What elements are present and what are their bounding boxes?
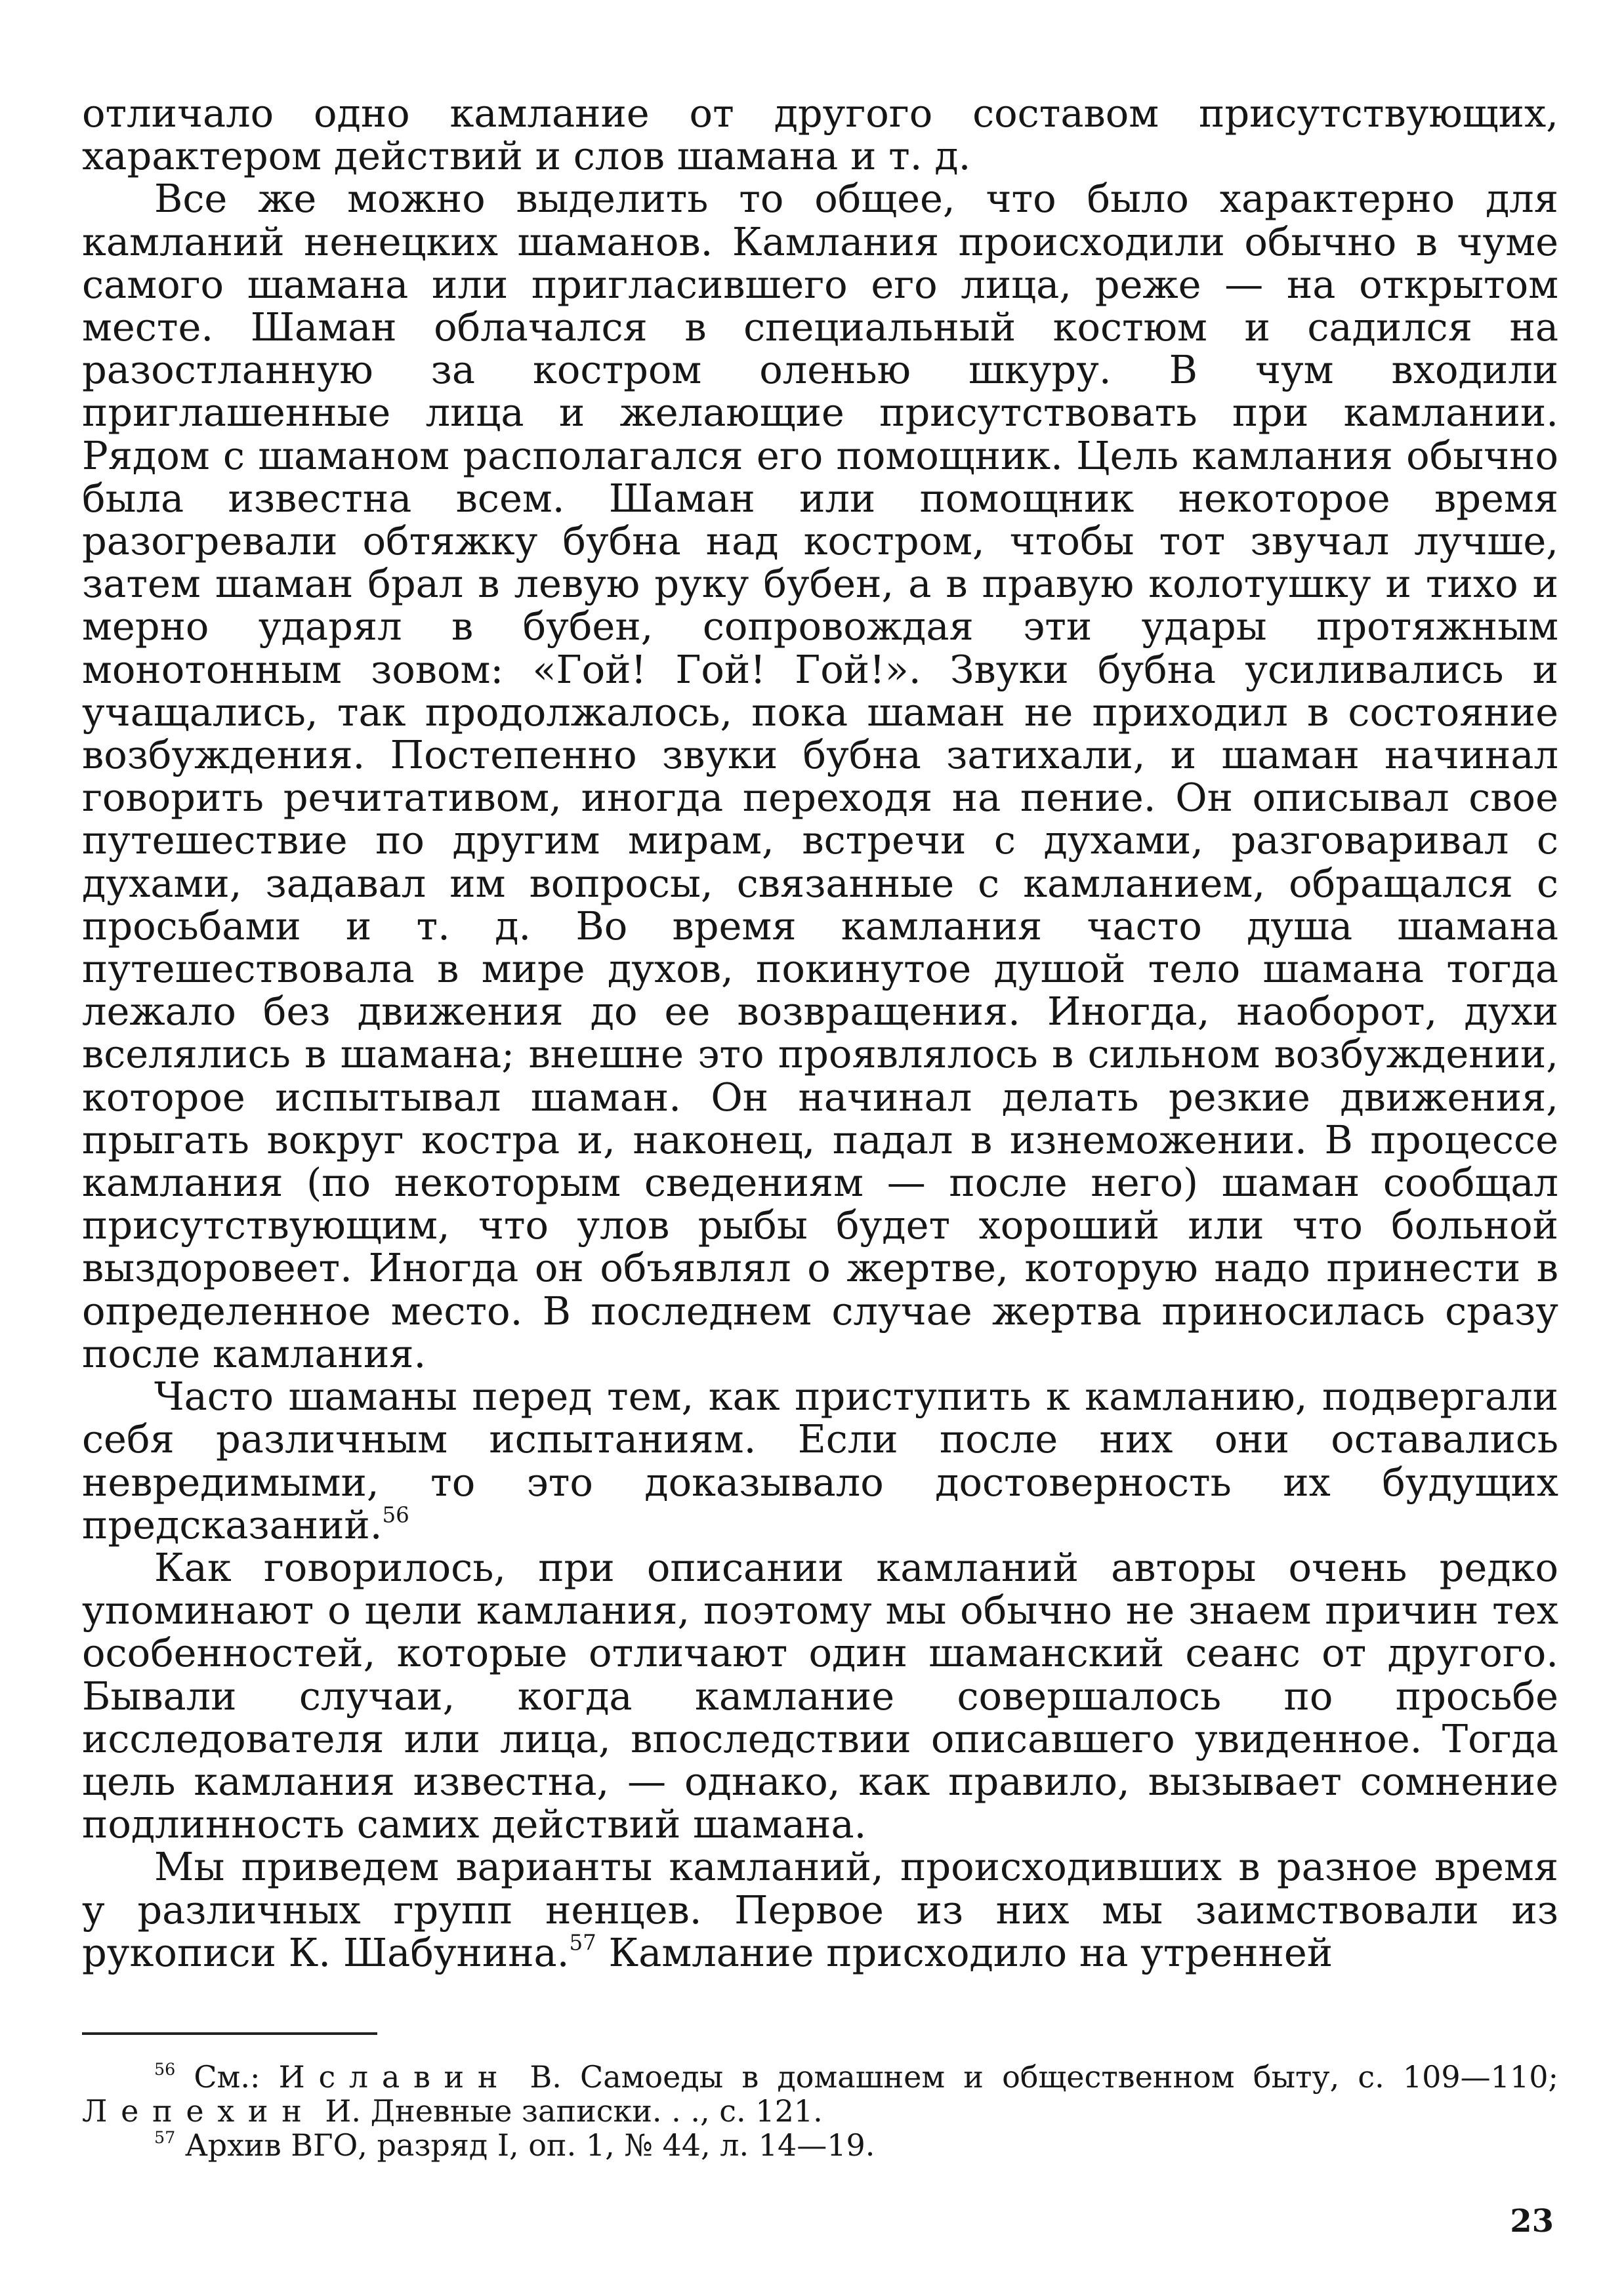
footnote-57: [82, 2128, 1558, 2162]
footnote-text: В. Самоеды в домашнем и общественном быту, с. 109—110;: [530, 2059, 1558, 2095]
page-body: [82, 92, 1558, 1974]
footnote-text: Архив ВГО, разряд I, оп. 1, № 44, л. 14—19.: [184, 2127, 875, 2163]
footnote-author: Иславин: [278, 2059, 512, 2095]
footnote-divider: [82, 2032, 377, 2035]
paragraph: Как говорилось, при описании камланий авторы очень редко упоминают о цели камлания, поэтому мы обычно не знаем причин тех особенностей, которые отличают один шаманский сеанс от другого. Бывали случаи, когда камлание совершалось по просьбе исследователя или лица, впоследствии описавшего увиденное. Тогда цель камлания известна, — однако, как правило, вызывает сомнение подлинность самих действий шамана.: [82, 1544, 1558, 1847]
main-text: [82, 92, 1558, 1974]
paragraph: [82, 1375, 1558, 1546]
paragraph-continued: отличало одно камлание от другого составом присутствующих, характером действий и слов шамана и т. д.: [82, 91, 1558, 179]
paragraph-text: Мы приведем варианты камланий, происходивших в разное время у различных групп ненцев. Первое из них мы заимствовали из рукописи К. Шабунина.: [82, 1844, 1558, 1975]
footnote-ref-57[interactable]: 57: [569, 1930, 596, 1956]
footnote-prefix: См.:: [194, 2059, 260, 2095]
footnote-mark: 56: [154, 2060, 176, 2080]
paragraph: Все же можно выделить то общее, что было характерно для камланий ненецких шаманов. Камлания происходили обычно в чуме самого шамана или пригласившего его лица, реже — на открытом месте. Шаман облачался в специальный костюм и садился на разостланную за костром оленью шкуру. В чум входили приглашенные лица и желающие присутствовать при камлании. Рядом с шаманом располагался его помощник. Цель камлания обычно была известна всем. Шаман или помощник некоторое время разогревали обтяжку бубна над костром, чтобы тот звучал лучше, затем шаман брал в левую руку бубен, а в правую колотушку и тихо и мерно ударял в бубен, сопровождая эти удары протяжным монотонным зовом: «Гой! Гой! Гой!». Звуки бубна усиливались и учащались, так продолжалось, пока шаман не приходил в состояние возбуждения. Постепенно звуки бубна затихали, и шаман начинал говорить речитативом, иногда переходя на пение. Он описывал свое путешествие по другим мирам, встречи с духами, разговаривал с духами, задавал им вопросы, связанные с камланием, обращался с просьбами и т. д. Во время камлания часто душа шамана путешествовала в мире духов, покинутое душой тело шамана тогда лежало без движения до ее возвращения. Иногда, наоборот, духи вселялись в шамана; внешне это проявлялось в сильном возбуждении, которое испытывал шаман. Он начинал делать резкие движения, прыгать вокруг костра и, наконец, падал в изнеможении. В процессе камлания (по некоторым сведениям — после него) шаман сообщал присутствующим, что улов рыбы будет хороший или что больной выздоровеет. Иногда он объявлял о жертве, которую надо принести в определенное место. В последнем случае жертва приносилась сразу после камлания.: [82, 176, 1558, 1376]
footnote-text: И. Дневные записки. . ., с. 121.: [325, 2093, 823, 2129]
footnotes: [82, 2060, 1558, 2162]
footnote-56: [82, 2060, 1558, 2128]
footnote-mark: 57: [154, 2128, 176, 2148]
footnote-ref-56[interactable]: 56: [382, 1502, 409, 1528]
paragraph: [82, 1845, 1558, 1974]
footnote-author: Лепехин: [82, 2093, 316, 2129]
page-number: 23: [1510, 2203, 1554, 2240]
paragraph-text-tail: Камлание присходило на утренней: [608, 1929, 1333, 1975]
paragraph-text: Часто шаманы перед тем, как приступить к камланию, подвергали себя различным испытаниям. Если после них они оставались невредимыми, то это доказывало достоверность их будущих предсказаний.: [82, 1374, 1558, 1548]
